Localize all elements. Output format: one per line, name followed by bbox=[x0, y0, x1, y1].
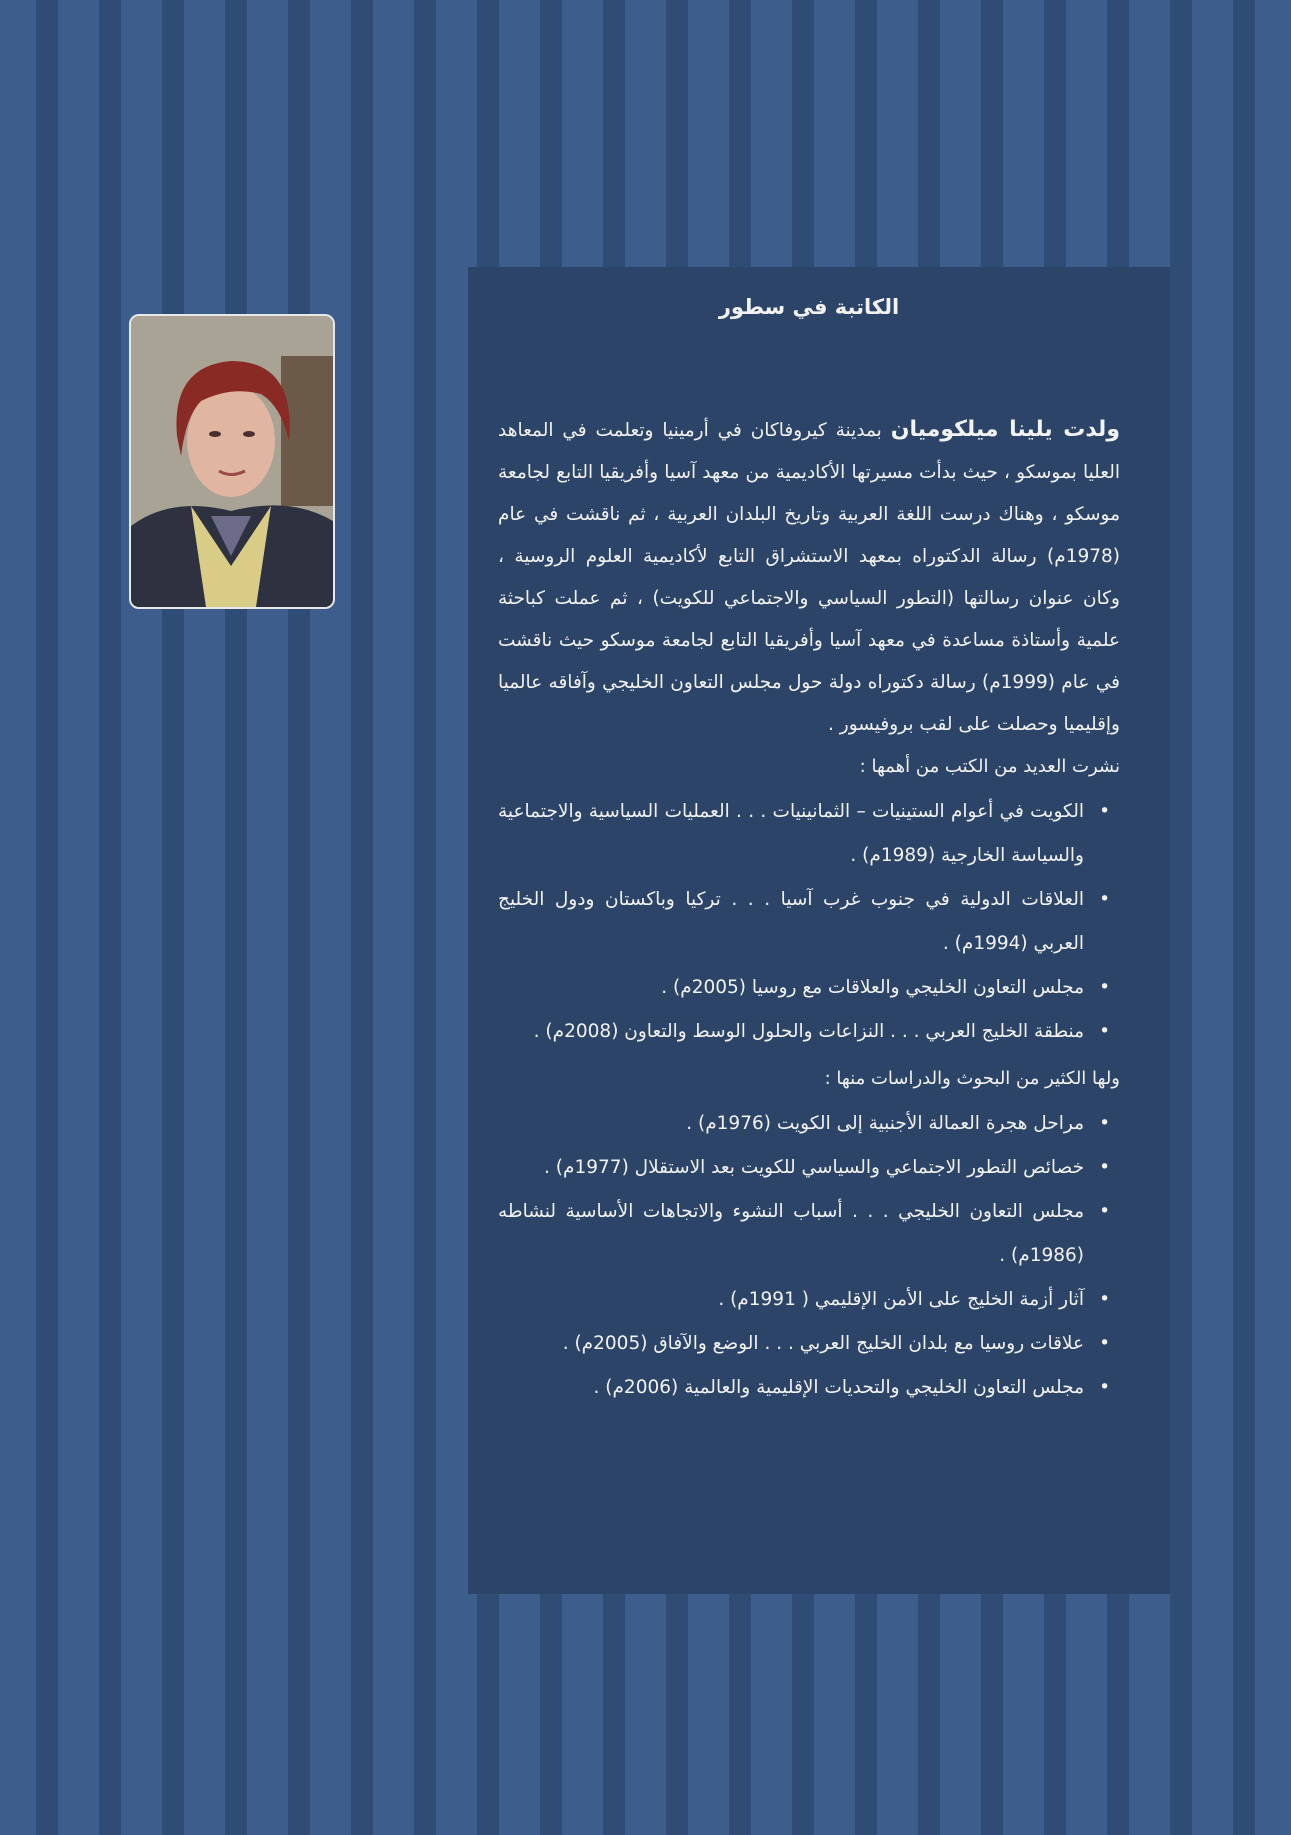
list-item: • آثار أزمة الخليج على الأمن الإقليمي ( 1991م) . bbox=[498, 1278, 1120, 1322]
list-item: • مجلس التعاون الخليجي . . . أسباب النشوء والاتجاهات الأساسية لنشاطه (1986م) . bbox=[498, 1190, 1120, 1278]
bio-lead: ولدت يلينا ميلكوميان bbox=[890, 417, 1120, 442]
books-list bbox=[498, 790, 1120, 1054]
list-item: • مراحل هجرة العمالة الأجنبية إلى الكويت (1976م) . bbox=[498, 1102, 1120, 1146]
studies-heading: ولها الكثير من البحوث والدراسات منها : bbox=[824, 1068, 1120, 1089]
studies-list bbox=[498, 1102, 1120, 1410]
list-item: • مجلس التعاون الخليجي والتحديات الإقليمية والعالمية (2006م) . bbox=[498, 1366, 1120, 1410]
books-heading: نشرت العديد من الكتب من أهمها : bbox=[859, 756, 1120, 777]
list-item: • علاقات روسيا مع بلدان الخليج العربي . . . الوضع والآفاق (2005م) . bbox=[498, 1322, 1120, 1366]
list-item: • العلاقات الدولية في جنوب غرب آسيا . . . تركيا وباكستان ودول الخليج العربي (1994م) . bbox=[498, 878, 1120, 966]
list-item: • خصائص التطور الاجتماعي والسياسي للكويت بعد الاستقلال (1977م) . bbox=[498, 1146, 1120, 1190]
list-item: • الكويت في أعوام الستينيات – الثمانينيات . . . العمليات السياسية والاجتماعية والسياسة الخارجية (1989م) . bbox=[498, 790, 1120, 878]
list-item: • مجلس التعاون الخليجي والعلاقات مع روسيا (2005م) . bbox=[498, 966, 1120, 1010]
author-portrait-image bbox=[131, 316, 333, 607]
author-photo bbox=[129, 314, 335, 609]
section-title: الكاتبة في سطور bbox=[718, 295, 900, 319]
bio-paragraph bbox=[498, 409, 1120, 746]
author-bio-panel bbox=[468, 267, 1170, 1594]
bio-text: بمدينة كيروفاكان في أرمينيا وتعلمت في المعاهد العليا بموسكو ، حيث بدأت مسيرتها الأكاديمية من معهد آسيا وأفريقيا التابع لجامعة موسكو ، وهناك درست اللغة العربية وتاريخ البلدان العربية ، ثم ناقشت في عام (1978م) رسالة الدكتوراه بمعهد الاستشراق التابع لأكاديمية العلوم الروسية ، وكان عنوان رسالتها (التطور السياسي والاجتماعي للكويت) ، ثم عملت كباحثة علمية وأستاذة مساعدة في معهد آسيا وأفريقيا التابع لجامعة موسكو حيث ناقشت في عام (1999م) رسالة دكتوراه دولة حول مجلس التعاون الخليجي وآفاقه عالميا وإقليميا وحصلت على لقب بروفيسور . bbox=[498, 420, 1121, 735]
list-item: • منطقة الخليج العربي . . . النزاعات والحلول الوسط والتعاون (2008م) . bbox=[498, 1010, 1120, 1054]
